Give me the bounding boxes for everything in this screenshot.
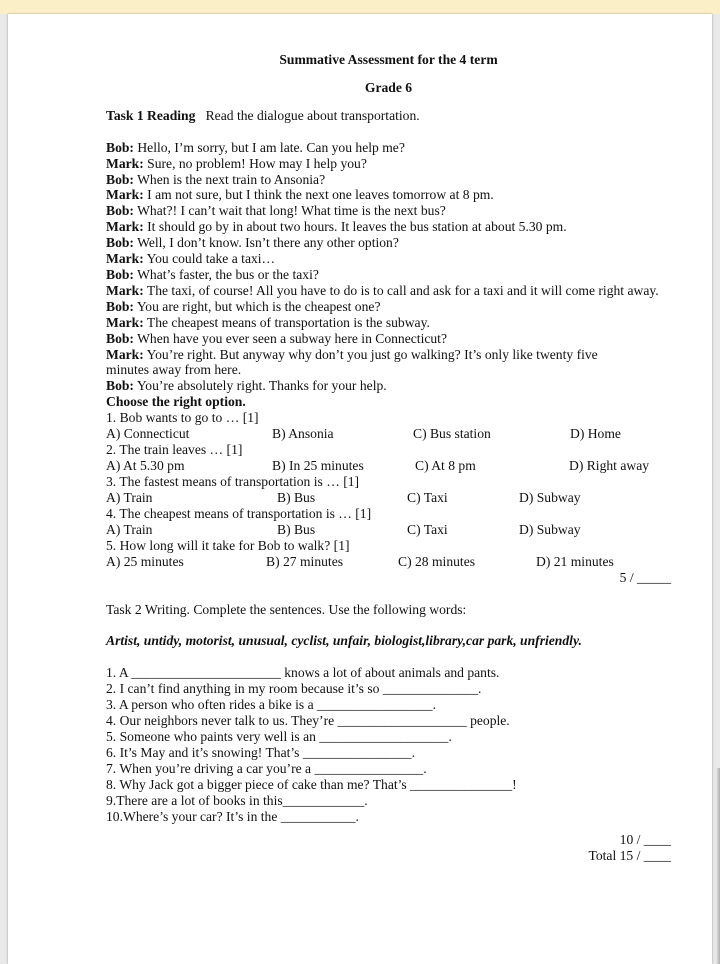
dialogue-line [106, 251, 671, 267]
spacer [106, 824, 671, 832]
option-c: C) At 8 pm [415, 457, 476, 473]
dialogue-line [106, 156, 671, 172]
utterance: I am not sure, but I think the next one leaves tomorrow at 8 pm. [143, 187, 494, 203]
utterance: Hello, I’m sorry, but I am late. Can you help me? [133, 139, 405, 155]
utterance: You’re right. But anyway why don’t you just go walking? It’s only like twenty five minutes away from here. [106, 346, 598, 378]
speaker: Bob: [106, 330, 134, 346]
dialogue-line [106, 378, 671, 394]
option-c: C) Taxi [407, 489, 448, 505]
option-d: D) 21 minutes [536, 553, 614, 569]
option-row [106, 554, 671, 570]
dialogue-line [106, 235, 671, 251]
speaker: Bob: [106, 298, 134, 314]
utterance: The taxi, of course! All you have to do is to call and ask for a taxi and it will come right away. [143, 282, 659, 298]
option-a: A) Train [106, 489, 153, 505]
option-d: D) Home [570, 426, 621, 442]
question-text: 2. The train leaves … [1] [106, 442, 243, 458]
option-a: A) 25 minutes [106, 553, 184, 569]
document-page [8, 14, 712, 964]
question-text: 1. Bob wants to go to … [1] [106, 410, 259, 426]
option-b: B) Ansonia [272, 426, 334, 442]
speaker: Mark: [106, 251, 144, 267]
sentence: 2. I can’t find anything in my room because it’s so ______________. [106, 681, 482, 697]
utterance: You are right, but which is the cheapest one? [133, 298, 381, 314]
option-d: D) Right away [569, 457, 650, 473]
option-a: A) At 5.30 pm [106, 457, 185, 473]
dialogue-line [106, 331, 671, 347]
speaker: Bob: [106, 266, 134, 282]
task1-instruction: Read the dialogue about transportation. [205, 107, 420, 123]
spacer [106, 617, 671, 633]
utterance: When have you ever seen a subway here in Connecticut? [133, 330, 447, 346]
utterance: It should go by in about two hours. It leaves the bus station at about 5.30 pm. [143, 219, 567, 235]
dialogue-line [106, 203, 671, 219]
dialogue-line [106, 187, 671, 203]
sentence: 5. Someone who paints very well is an ___________________. [106, 729, 452, 744]
document-title: Summative Assessment for the 4 term [279, 52, 498, 67]
speaker: Bob: [106, 139, 134, 155]
top-bar [0, 0, 720, 14]
option-d: D) Subway [519, 489, 581, 505]
option-c: C) Taxi [407, 521, 448, 537]
dialogue-line [106, 283, 671, 299]
sentence: 7. When you’re driving a car you’re a ________________. [106, 760, 427, 776]
option-c: C) 28 minutes [398, 553, 476, 569]
dialogue-line [106, 299, 671, 315]
option-a: A) Train [106, 521, 153, 537]
dialogue-line [106, 315, 671, 331]
question-text: 3. The fastest means of transportation is … [1] [106, 473, 360, 489]
speaker: Mark: [106, 155, 144, 171]
dialogue-line [106, 140, 671, 156]
total-score: Total 15 / ____ [588, 848, 671, 864]
question-text: 4. The cheapest means of transportation is … [1] [106, 505, 372, 521]
option-row [106, 522, 671, 538]
utterance: You could take a taxi… [143, 251, 276, 267]
option-b: B) 27 minutes [266, 553, 344, 569]
speaker: Mark: [106, 346, 144, 362]
dialogue [106, 140, 671, 395]
speaker: Mark: [106, 314, 144, 330]
sentence: 4. Our neighbors never talk to us. They’re ___________________ people. [106, 713, 510, 729]
sentence: 10.Where’s your car? It’s in the ___________. [106, 808, 359, 824]
sentence-list [106, 665, 671, 824]
task2-score: 10 / ____ [619, 832, 671, 848]
speaker: Bob: [106, 171, 134, 187]
sentence: 1. A ______________________ knows a lot of about animals and pants. [106, 665, 500, 681]
question-list [106, 410, 671, 570]
sentence: 8. Why Jack got a bigger piece of cake than me? That’s _______________! [106, 776, 517, 792]
option-d: D) Subway [519, 521, 581, 537]
speaker: Bob: [106, 203, 134, 219]
speaker: Mark: [106, 219, 144, 235]
speaker: Mark: [106, 282, 144, 298]
speaker: Mark: [106, 187, 144, 203]
utterance: Sure, no problem! How may I help you? [143, 155, 367, 171]
sentence: 6. It’s May and it’s snowing! That’s ________________. [106, 744, 415, 760]
sentence: 3. A person who often rides a bike is a _________________. [106, 697, 436, 713]
task1-heading: Task 1 Reading [106, 107, 196, 123]
dialogue-line [106, 172, 671, 188]
dialogue-line [106, 347, 671, 379]
choose-heading: Choose the right option. [106, 394, 246, 410]
option-a: A) Connecticut [106, 426, 190, 442]
utterance: Well, I don’t know. Isn’t there any other option? [133, 235, 399, 251]
option-b: B) Bus [277, 489, 316, 505]
speaker: Bob: [106, 378, 134, 394]
task1-score: 5 / _____ [619, 569, 671, 585]
grade-heading: Grade 6 [364, 79, 413, 95]
dialogue-line [106, 267, 671, 283]
option-b: B) Bus [277, 521, 316, 537]
question-text: 5. How long will it take for Bob to walk? [1] [106, 537, 350, 553]
option-c: C) Bus station [413, 426, 491, 442]
spacer [106, 586, 671, 602]
page-edge-shadow [716, 768, 720, 964]
word-bank: Artist, untidy, motorist, unusual, cyclist, unfair, biologist,library,car park, unfriendly. [106, 633, 582, 649]
option-row [106, 490, 671, 506]
utterance: What?! I can’t wait that long! What time is the next bus? [133, 203, 446, 219]
document-content [106, 52, 671, 864]
utterance: When is the next train to Ansonia? [133, 171, 326, 187]
sentence: 9.There are a lot of books in this____________. [106, 792, 368, 808]
option-b: B) In 25 minutes [272, 457, 364, 473]
utterance: The cheapest means of transportation is the subway. [143, 314, 430, 330]
spacer [106, 649, 671, 665]
utterance: You’re absolutely right. Thanks for your help. [133, 378, 387, 394]
utterance: What’s faster, the bus or the taxi? [133, 266, 319, 282]
task1-header [106, 108, 671, 124]
option-row [106, 426, 671, 442]
task2-instruction: Task 2 Writing. Complete the sentences. Use the following words: [106, 601, 467, 617]
option-row [106, 458, 671, 474]
dialogue-line [106, 219, 671, 235]
speaker: Bob: [106, 235, 134, 251]
